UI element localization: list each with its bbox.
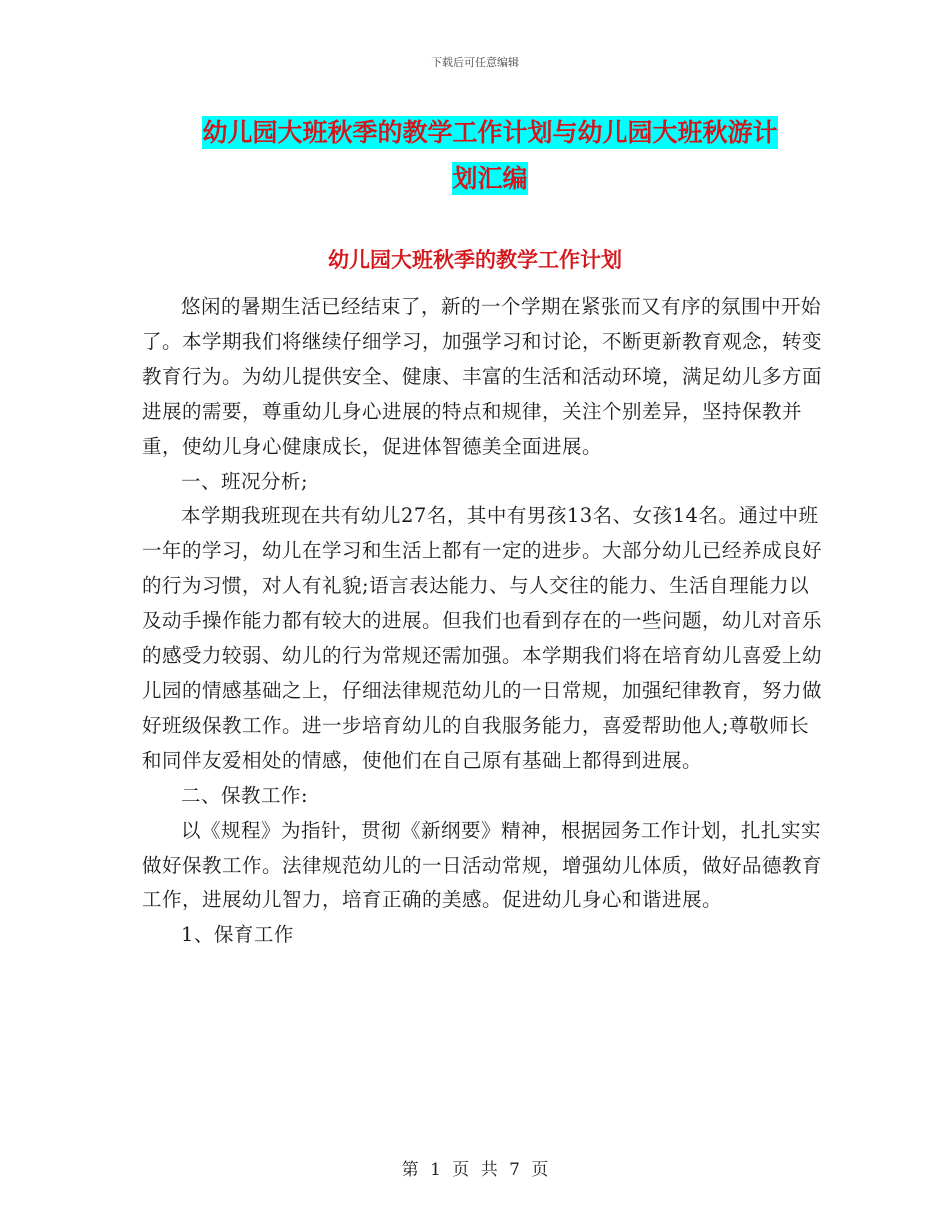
title-line-2: 划汇编: [452, 164, 528, 193]
heading-care-education: 二、保教工作:: [181, 783, 309, 807]
heading-care-work: 1、保育工作: [181, 923, 294, 947]
heading-class-analysis: 一、班况分析;: [181, 469, 309, 493]
paragraph-care-education: 以《规程》为指针，贯彻《新纲要》精神，根据园务工作计划，扎扎实实做好保教工作。法律规范幼儿的一日活动常规，增强幼儿体质，做好品德教育工作，进展幼儿智力，培育正确的美感。促进幼儿身心和谐进展。: [142, 818, 823, 912]
section-title: 幼儿园大班秋季的教学工作计划: [328, 248, 622, 272]
paragraph-class-analysis: 本学期我班现在共有幼儿27名，其中有男孩13名、女孩14名。通过中班一年的学习，幼儿在学习和生活上都有一定的进步。大部分幼儿已经养成良好的行为习惯，对人有礼貌;语言表达能力、与人交往的能力、生活自理能力以及动手操作能力都有较大的进展。但我们也看到存在的一些问题，幼儿对音乐的感受力较弱、幼儿的行为常规还需加强。本学期我们将在培育幼儿喜爱上幼儿园的情感基础之上，仔细法律规范幼儿的一日常规，加强纪律教育，努力做好班级保教工作。进一步培育幼儿的自我服务能力，喜爱帮助他人;尊敬师长和同伴友爱相处的情感，使他们在自己原有基础上都得到进展。: [142, 504, 823, 772]
title-line-1: 幼儿园大班秋季的教学工作计划与幼儿园大班秋游计: [202, 118, 778, 147]
document-body: [142, 290, 822, 953]
page-number-footer: 第 1 页 共 7 页: [401, 1160, 549, 1180]
document-title: [140, 110, 840, 202]
header-note: 下载后可任意编辑: [431, 56, 519, 69]
paragraph-intro: 悠闲的暑期生活已经结束了，新的一个学期在紧张而又有序的氛围中开始了。本学期我们将继续仔细学习，加强学习和讨论，不断更新教育观念，转变教育行为。为幼儿提供安全、健康、丰富的生活和活动环境，满足幼儿多方面进展的需要，尊重幼儿身心进展的特点和规律，关注个别差异，坚持保教并重，使幼儿身心健康成长，促进体智德美全面进展。: [142, 295, 823, 458]
